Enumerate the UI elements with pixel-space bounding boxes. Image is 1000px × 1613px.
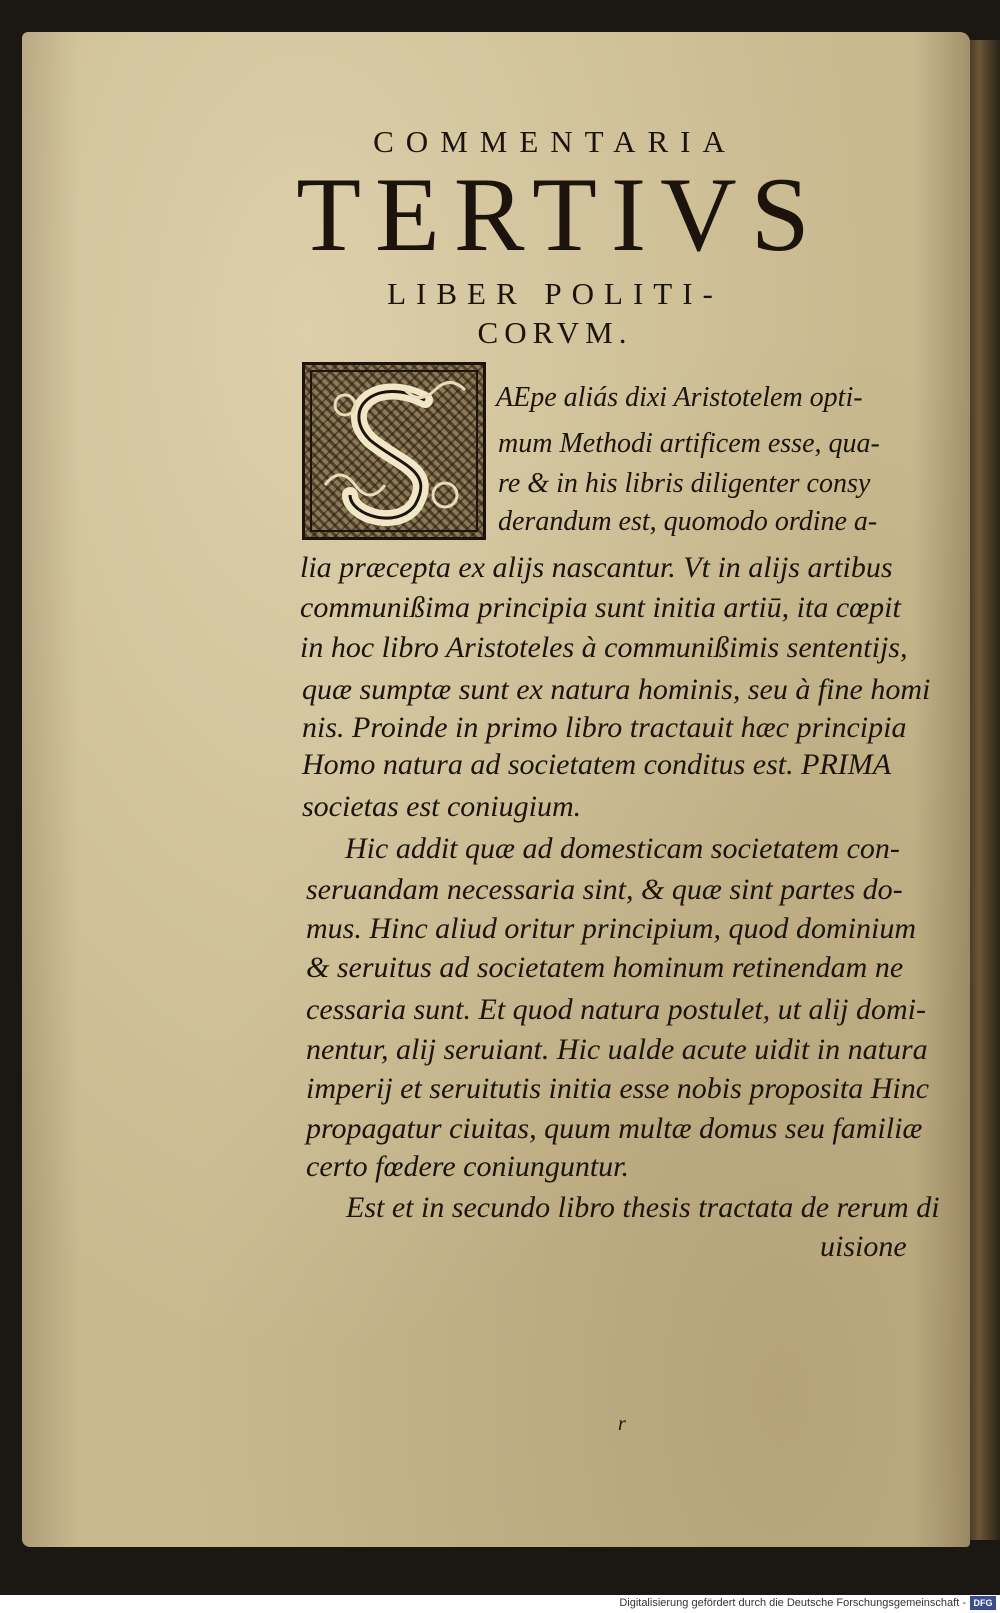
text-line-5: lia præcepta ex alijs nascantur. Vt in alijs artibus [300,551,893,584]
text-line-13: seruandam necessaria sint, & quæ sint partes do- [306,873,903,906]
text-line-1: AEpe aliás dixi Aristotelem opti- [496,382,863,413]
signature-mark: r [618,1413,626,1435]
text-line-6: communißima principia sunt initia artiū, ita cœpit [300,591,901,624]
text-line-21: Est et in secundo libro thesis tractata de rerum di [346,1191,940,1224]
subtitle-line-2: CORVM. [477,315,633,350]
text-line-2: mum Methodi artificem esse, qua- [498,428,880,459]
text-line-3: re & in his libris diligenter consy [498,468,871,499]
text-line-22: uisione [820,1230,907,1263]
text-line-14: mus. Hinc aliud oritur principium, quod dominium [306,912,917,945]
text-line-17: nentur, alij seruiant. Hic ualde acute uidit in natura [306,1033,928,1066]
subtitle-line-1: LIBER POLITI- [387,276,723,311]
text-line-16: cessaria sunt. Et quod natura postulet, ut alij domi- [306,993,926,1026]
text-line-15: & seruitus ad societatem hominum retinendam ne [306,951,904,984]
text-line-19: propagatur ciuitas, quum multæ domus seu familiæ [306,1112,923,1145]
page-title: TERTIVS [296,156,824,273]
text-line-10: Homo natura ad societatem conditus est. PRIMA [302,748,892,781]
text-line-18: imperij et seruitutis initia esse nobis proposita Hinc [306,1072,930,1105]
dfg-logo: DFG [970,1596,996,1610]
digitization-credit: Digitalisierung gefördert durch die Deutsche Forschungsgemeinschaft - [619,1597,966,1609]
decorated-initial-s-icon [302,362,486,540]
text-line-7: in hoc libro Aristoteles à communißimis sententijs, [300,631,908,664]
text-line-11: societas est coniugium. [302,790,582,823]
text-line-12: Hic addit quæ ad domesticam societatem con- [345,832,900,865]
text-line-4: derandum est, quomodo ordine a- [498,506,878,537]
text-line-20: certo fœdere coniunguntur. [306,1150,630,1183]
text-line-9: nis. Proinde in primo libro tractauit hæc principia [302,711,907,744]
over-title: COMMENTARIA [373,124,737,159]
text-line-8: quæ sumptæ sunt ex natura hominis, seu à fine homi [302,673,931,706]
